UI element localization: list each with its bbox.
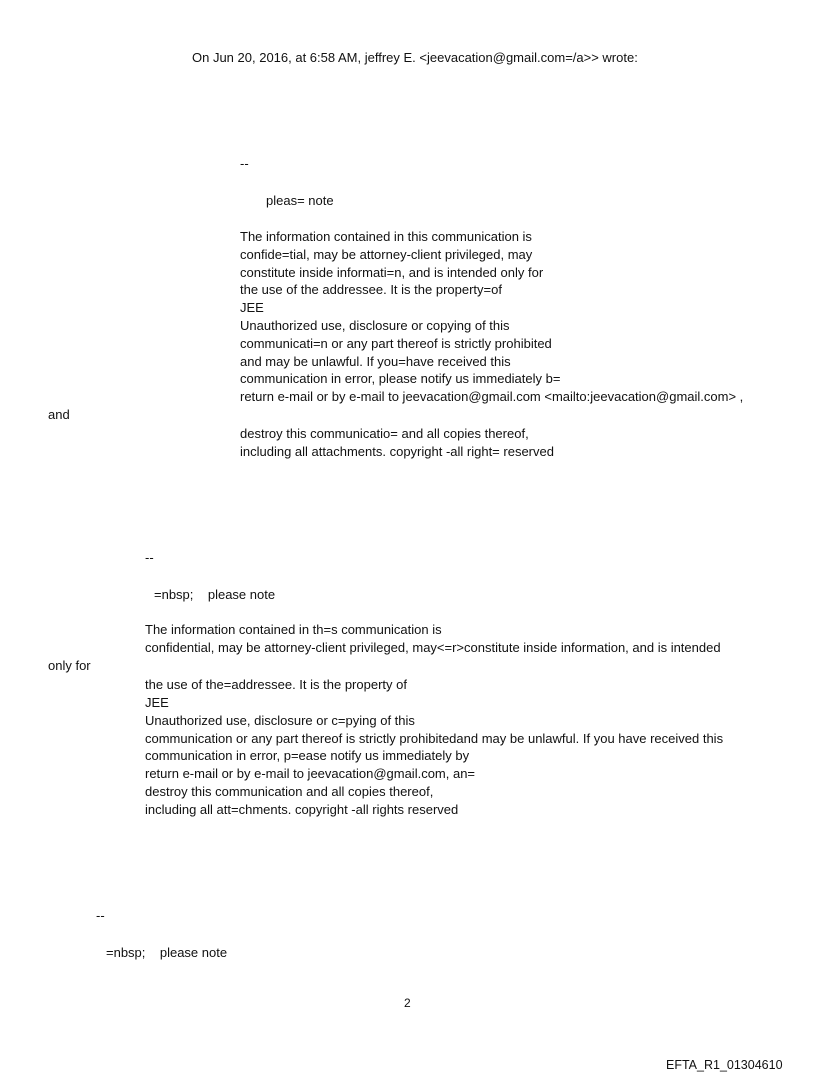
quote3-note: =nbsp; please note — [106, 945, 228, 960]
document-id: EFTA_R1_01304610 — [666, 1058, 783, 1072]
quote2-line: destroy this communication and all copies thereof, — [145, 784, 434, 799]
quote2-line: the use of the=addressee. It is the property of — [145, 677, 407, 692]
quote1-wrap: and — [48, 407, 70, 422]
quote2-line: including all att=chments. copyright -all rights reserved — [145, 802, 459, 817]
page-number: 2 — [404, 996, 411, 1010]
quote2-line: communication in error, p=ease notify us immediately by — [145, 748, 470, 763]
quote1-line: the use of the addressee. It is the property=of — [240, 282, 502, 297]
quote2-line: Unauthorized use, disclosure or c=pying of this — [145, 713, 415, 728]
quote2-dashes: -- — [145, 550, 154, 565]
quote1-line: communicati=n or any part thereof is strictly prohibited — [240, 336, 552, 351]
quote2-line: communication or any part thereof is strictly prohibitedand may be unlawful. If you have received this — [145, 731, 724, 746]
quote2-line: JEE — [145, 695, 169, 710]
quote1-line: communication in error, please notify us immediately b= — [240, 371, 561, 386]
quote2-line: The information contained in th=s communication is — [145, 622, 442, 637]
quote1-note: pleas= note — [266, 193, 334, 208]
quote1-line: JEE — [240, 300, 264, 315]
quote2-line: return e-mail or by e-mail to jeevacation@gmail.com, an= — [145, 766, 476, 781]
quote1-line: The information contained in this communication is — [240, 229, 532, 244]
quote2-wrap: only for — [48, 658, 91, 673]
quote1-line: return e-mail or by e-mail to jeevacation@gmail.com <mailto:jeevacation@gmail.com> , — [240, 389, 744, 404]
quote1-line: and may be unlawful. If you=have received this — [240, 354, 511, 369]
quote2-line: confidential, may be attorney-client privileged, may<=r>constitute inside information, and is intended — [145, 640, 721, 655]
quote1-line: Unauthorized use, disclosure or copying of this — [240, 318, 510, 333]
quote1-line: destroy this communicatio= and all copies thereof, — [240, 426, 529, 441]
email-header: On Jun 20, 2016, at 6:58 AM, jeffrey E. <jeevacation@gmail.com=/a>> wrote: — [192, 50, 638, 65]
quote1-dashes: -- — [240, 156, 249, 171]
quote1-line: confide=tial, may be attorney-client privileged, may — [240, 247, 533, 262]
quote1-line: including all attachments. copyright -all right= reserved — [240, 444, 554, 459]
quote1-line: constitute inside informati=n, and is intended only for — [240, 265, 544, 280]
quote2-note: =nbsp; please note — [154, 587, 276, 602]
quote3-dashes: -- — [96, 908, 105, 923]
